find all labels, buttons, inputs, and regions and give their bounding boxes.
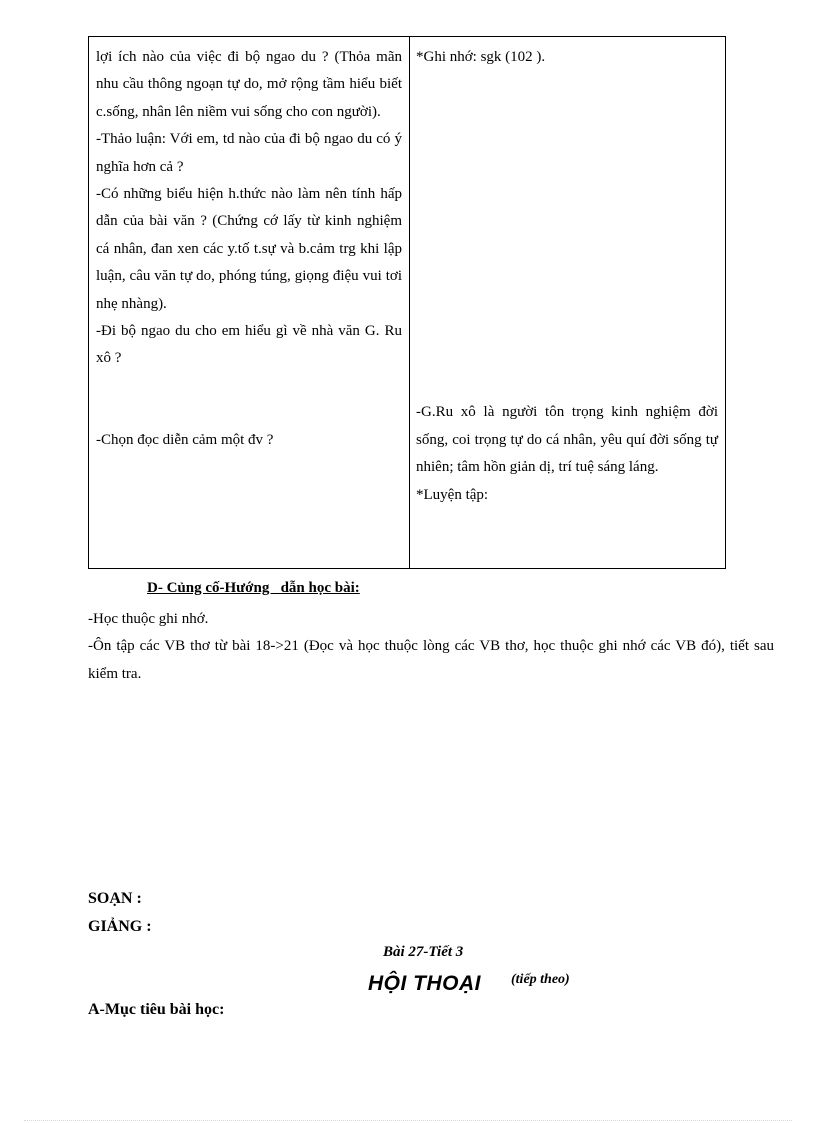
left-paragraph: lợi ích nào của việc đi bộ ngao du ? (Thỏa mãn nhu cầu thông ngoạn tự do, mở rộng tầm hiểu biết c.sống, nhân lên niềm vui sống cho con người). xyxy=(96,49,402,120)
section-d-heading: D- Củng cố-Hướng dẫn học bài: xyxy=(147,580,360,596)
section-d-item: -Học thuộc ghi nhớ. xyxy=(88,611,209,627)
spacer xyxy=(96,373,402,427)
lesson-table xyxy=(88,36,726,569)
table-right-column xyxy=(416,44,718,509)
soan-label: SOẠN : xyxy=(88,890,142,907)
section-d-item: -Ôn tập các VB thơ từ bài 18->21 (Đọc và học thuộc lòng các VB thơ, học thuộc ghi nhớ các VB đó), tiết sau kiểm tra. xyxy=(88,638,774,682)
right-paragraph: *Luyện tập: xyxy=(416,486,489,503)
lesson-title: HỘI THOẠI xyxy=(368,972,481,995)
left-paragraph: -Đi bộ ngao du cho em hiểu gì về nhà văn G. Ru xô ? xyxy=(96,323,402,367)
left-paragraph: -Có những biểu hiện h.thức nào làm nên tính hấp dẫn của bài văn ? (Chứng cớ lấy từ kinh nghiệm cá nhân, đan xen các y.tố t.sự và b.cảm trg khi lập luận, câu văn tự do, phóng túng, giọng điệu vui tơi nhẹ nhàng). xyxy=(96,186,402,312)
spacer xyxy=(416,71,718,399)
giang-label: GIẢNG : xyxy=(88,918,152,935)
right-paragraph: *Ghi nhớ: sgk (102 ). xyxy=(416,49,546,65)
lesson-number: Bài 27-Tiết 3 xyxy=(383,944,464,960)
page-bottom-rule xyxy=(24,1120,792,1121)
right-paragraph: -G.Ru xô là người tôn trọng kinh nghiệm đời sống, coi trọng tự do cá nhân, yêu quí đời sống tự nhiên; tâm hồn giản dị, trí tuệ sáng láng. xyxy=(416,404,718,476)
section-d-body xyxy=(88,606,774,688)
left-paragraph: -Chọn đọc diễn cảm một đv ? xyxy=(96,431,274,448)
column-divider xyxy=(409,37,410,568)
left-paragraph: -Thảo luận: Với em, td nào của đi bộ ngao du có ý nghĩa hơn cả ? xyxy=(96,131,402,175)
section-a-heading: A-Mục tiêu bài học: xyxy=(88,1001,225,1018)
table-left-column xyxy=(96,44,402,454)
lesson-subtitle: (tiếp theo) xyxy=(511,972,570,987)
